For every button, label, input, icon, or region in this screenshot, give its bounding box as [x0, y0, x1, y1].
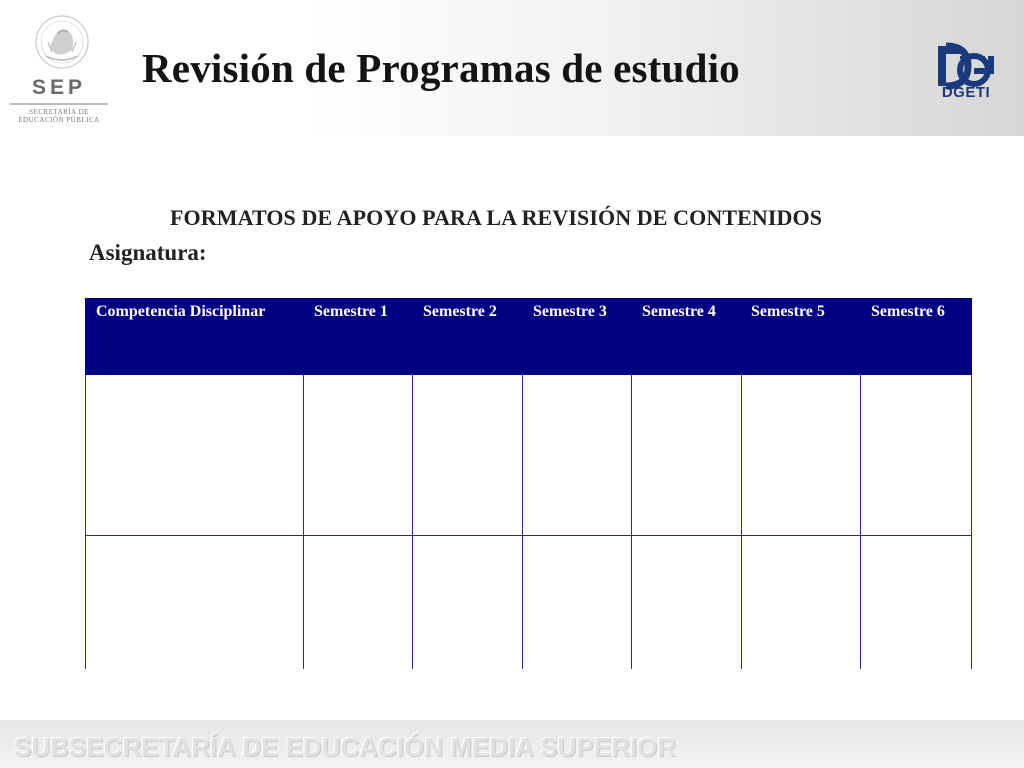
sep-subtitle-line2: EDUCACIÓN PÚBLICA: [18, 116, 100, 124]
slide-footer: [0, 720, 1024, 768]
mexican-coat-of-arms-icon: [6, 12, 118, 82]
table-cell: [304, 375, 413, 536]
column-header-semestre-5: Semestre 5: [742, 299, 861, 376]
table-cell: [632, 375, 742, 536]
page-title: Revisión de Programas de estudio: [142, 45, 740, 91]
table-cell: [413, 375, 523, 536]
table-cell: [742, 375, 861, 536]
sep-subtitle: [0, 108, 118, 124]
document-heading: FORMATOS DE APOYO PARA LA REVISIÓN DE CONTENIDOS: [170, 205, 823, 230]
table-cell: [861, 375, 972, 536]
table-cell: [742, 536, 861, 670]
column-header-competencia: Competencia Disciplinar: [86, 299, 304, 376]
column-header-semestre-2: Semestre 2: [413, 299, 523, 376]
sep-name: SEP: [31, 76, 87, 99]
table-cell: [86, 536, 304, 670]
subject-label: Asignatura:: [89, 240, 207, 265]
review-table: [85, 298, 972, 669]
table-cell: [86, 375, 304, 536]
table-row: [86, 375, 972, 536]
column-header-semestre-1: Semestre 1: [304, 299, 413, 376]
table-cell: [632, 536, 742, 670]
slide-header: [0, 0, 1024, 136]
sep-subtitle-line1: SECRETARÍA DE: [29, 108, 89, 116]
column-header-semestre-4: Semestre 4: [632, 299, 742, 376]
table-cell: [523, 536, 632, 670]
table-row: [86, 536, 972, 670]
dgeti-name: DGETI: [941, 84, 991, 101]
table-header-row: [86, 299, 972, 376]
table-cell: [304, 536, 413, 670]
table-cell: [861, 536, 972, 670]
table-cell: [523, 375, 632, 536]
column-header-semestre-3: Semestre 3: [523, 299, 632, 376]
footer-text: SUBSECRETARÍA DE EDUCACIÓN MEDIA SUPERIOR: [14, 732, 677, 762]
table-cell: [413, 536, 523, 670]
sep-divider: [10, 103, 108, 105]
column-header-semestre-6: Semestre 6: [861, 299, 972, 376]
